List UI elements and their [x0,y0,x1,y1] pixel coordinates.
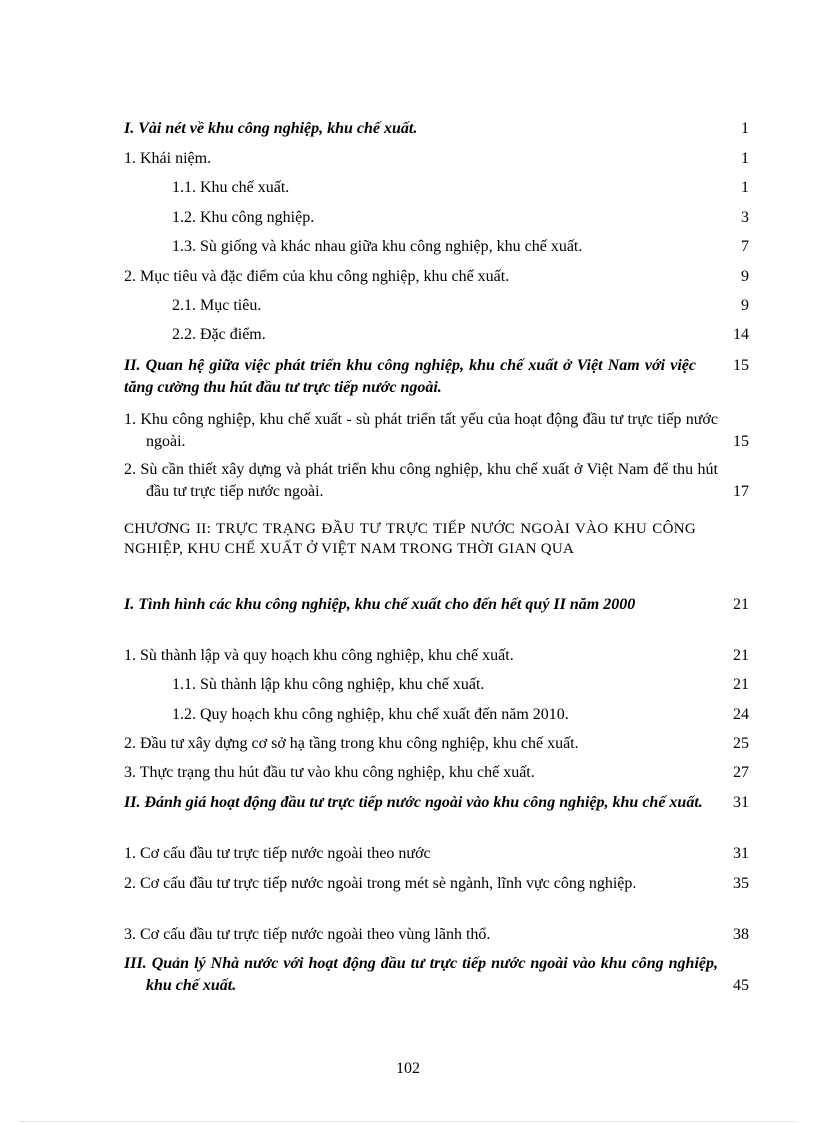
toc-entry-page: 27 [733,764,749,781]
toc-entry-title: 1. Cơ cấu đầu tư trực tiếp nước ngoài theo nước [124,845,431,862]
toc-entry-page: 9 [741,297,749,314]
toc-entry-page: 35 [733,875,749,892]
toc-entry-page: 21 [733,676,749,693]
toc-entry[interactable] [172,295,749,317]
toc-entry-title: II. Đánh giá hoạt động đầu tư trực tiếp nước ngoài vào khu công nghiệp, khu chế xuất. [124,794,703,811]
toc-entry-title: I. Tình hình các khu công nghiệp, khu chế xuất cho đến hết quý II năm 2000 [124,596,636,613]
toc-entry-page: 38 [733,926,749,943]
toc-entry-page: 1 [741,179,749,196]
toc-entry-page: 1 [741,120,749,137]
toc-entry[interactable] [172,324,749,346]
toc-entry-title: 2. Sù cần thiết xây dựng và phát triển khu công nghiệp, khu chế xuất ở Việt Nam để thu hút đầu tư trực tiếp nước ngoài. [124,461,718,500]
toc-entry[interactable] [124,266,749,288]
toc-entry-page: 45 [733,977,749,994]
page-bottom-border [20,1121,796,1122]
toc-entry-page: 17 [733,483,749,500]
toc-entry[interactable] [124,409,749,453]
toc-entry-page: 7 [741,238,749,255]
toc-entry[interactable] [124,924,749,946]
toc-entry[interactable] [124,148,749,170]
toc-entry-title: 1. Sù thành lập và quy hoạch khu công nghiệp, khu chế xuất. [124,647,514,664]
toc-entry[interactable] [172,177,749,199]
toc-entry[interactable] [124,645,749,667]
toc-entry-title: 1.1. Sù thành lập khu công nghiệp, khu chế xuất. [172,676,485,693]
toc-entry-title: 2. Đầu tư xây dựng cơ sở hạ tầng trong khu công nghiệp, khu chế xuất. [124,735,579,752]
toc-entry[interactable] [124,873,749,895]
toc-entry-page: 15 [733,357,749,374]
toc-entry-page: 21 [733,596,749,613]
page-number: 102 [396,1060,420,1077]
toc-entry-title: 2.1. Mục tiêu. [172,297,262,314]
toc-entry-title: II. Quan hệ giữa việc phát triển khu công nghiệp, khu chế xuất ở Việt Nam với việc tăng cường thu hút đầu tư trực tiếp nước ngoài. [124,357,696,396]
toc-entry-page: 9 [741,268,749,285]
toc-entry-title: 3. Cơ cấu đầu tư trực tiếp nước ngoài theo vùng lãnh thổ. [124,926,491,943]
toc-entry-title: 2.2. Đặc điểm. [172,326,266,343]
toc-entry-title: 1. Khu công nghiệp, khu chế xuất - sù phát triển tất yếu của hoạt động đầu tư trực tiếp nước ngoài. [124,411,718,450]
toc-entry-title: 3. Thực trạng thu hút đầu tư vào khu công nghiệp, khu chế xuất. [124,764,535,781]
toc-entry-title: 1.2. Quy hoạch khu công nghiệp, khu chế xuất đến năm 2010. [172,706,569,723]
toc-entry[interactable] [172,236,749,258]
toc-entry[interactable] [124,843,749,865]
toc-entry-page: 25 [733,735,749,752]
toc-entry-section-2[interactable] [124,355,749,399]
toc-entry-title: 1.1. Khu chế xuất. [172,179,290,196]
toc-entry[interactable] [124,459,749,503]
toc-entry-page: 31 [733,794,749,811]
toc-entry-section-1[interactable] [124,594,749,616]
toc-entry[interactable] [172,704,749,726]
toc-entry[interactable] [124,733,749,755]
toc-entry-page: 31 [733,845,749,862]
toc-entry-page: 1 [741,150,749,167]
toc-entry-page: 14 [733,326,749,343]
toc-entry[interactable] [172,674,749,696]
toc-entry-page: 15 [733,433,749,450]
toc-entry[interactable] [124,762,749,784]
toc-entry-page: 21 [733,647,749,664]
toc-entry-page: 24 [733,706,749,723]
toc-entry-title: 1. Khái niệm. [124,150,212,167]
toc-entry-title: III. Quản lý Nhà nước với hoạt động đầu tư trực tiếp nước ngoài vào khu công nghiệp, khu chế xuất. [124,955,718,994]
chapter-heading[interactable]: CHƯƠNG II: TRỰC TRẠNG ĐẦU TƯ TRỰC TIẾP NƯỚC NGOÀI VÀO KHU CÔNG NGHIỆP, KHU CHẾ XUẤT Ở VIỆT NAM TRONG THỜI GIAN QUA [124,521,696,557]
toc-entry-title: 2. Mục tiêu và đặc điểm của khu công nghiệp, khu chế xuất. [124,268,510,285]
toc-entry-section-2[interactable] [124,792,749,814]
toc-entry-page: 3 [741,209,749,226]
toc-entry[interactable] [172,207,749,229]
toc-entry-title: I. Vài nét về khu công nghiệp, khu chế xuất. [124,120,418,137]
toc-entry-section-1[interactable] [124,118,749,140]
toc-entry-title: 2. Cơ cấu đầu tư trực tiếp nước ngoài trong mét sè ngành, lĩnh vực công nghiệp. [124,875,637,892]
toc-entry-title: 1.3. Sù giống và khác nhau giữa khu công nghiệp, khu chế xuất. [172,238,583,255]
toc-entry-section-3[interactable] [124,953,749,997]
toc-entry-title: 1.2. Khu công nghiệp. [172,209,315,226]
